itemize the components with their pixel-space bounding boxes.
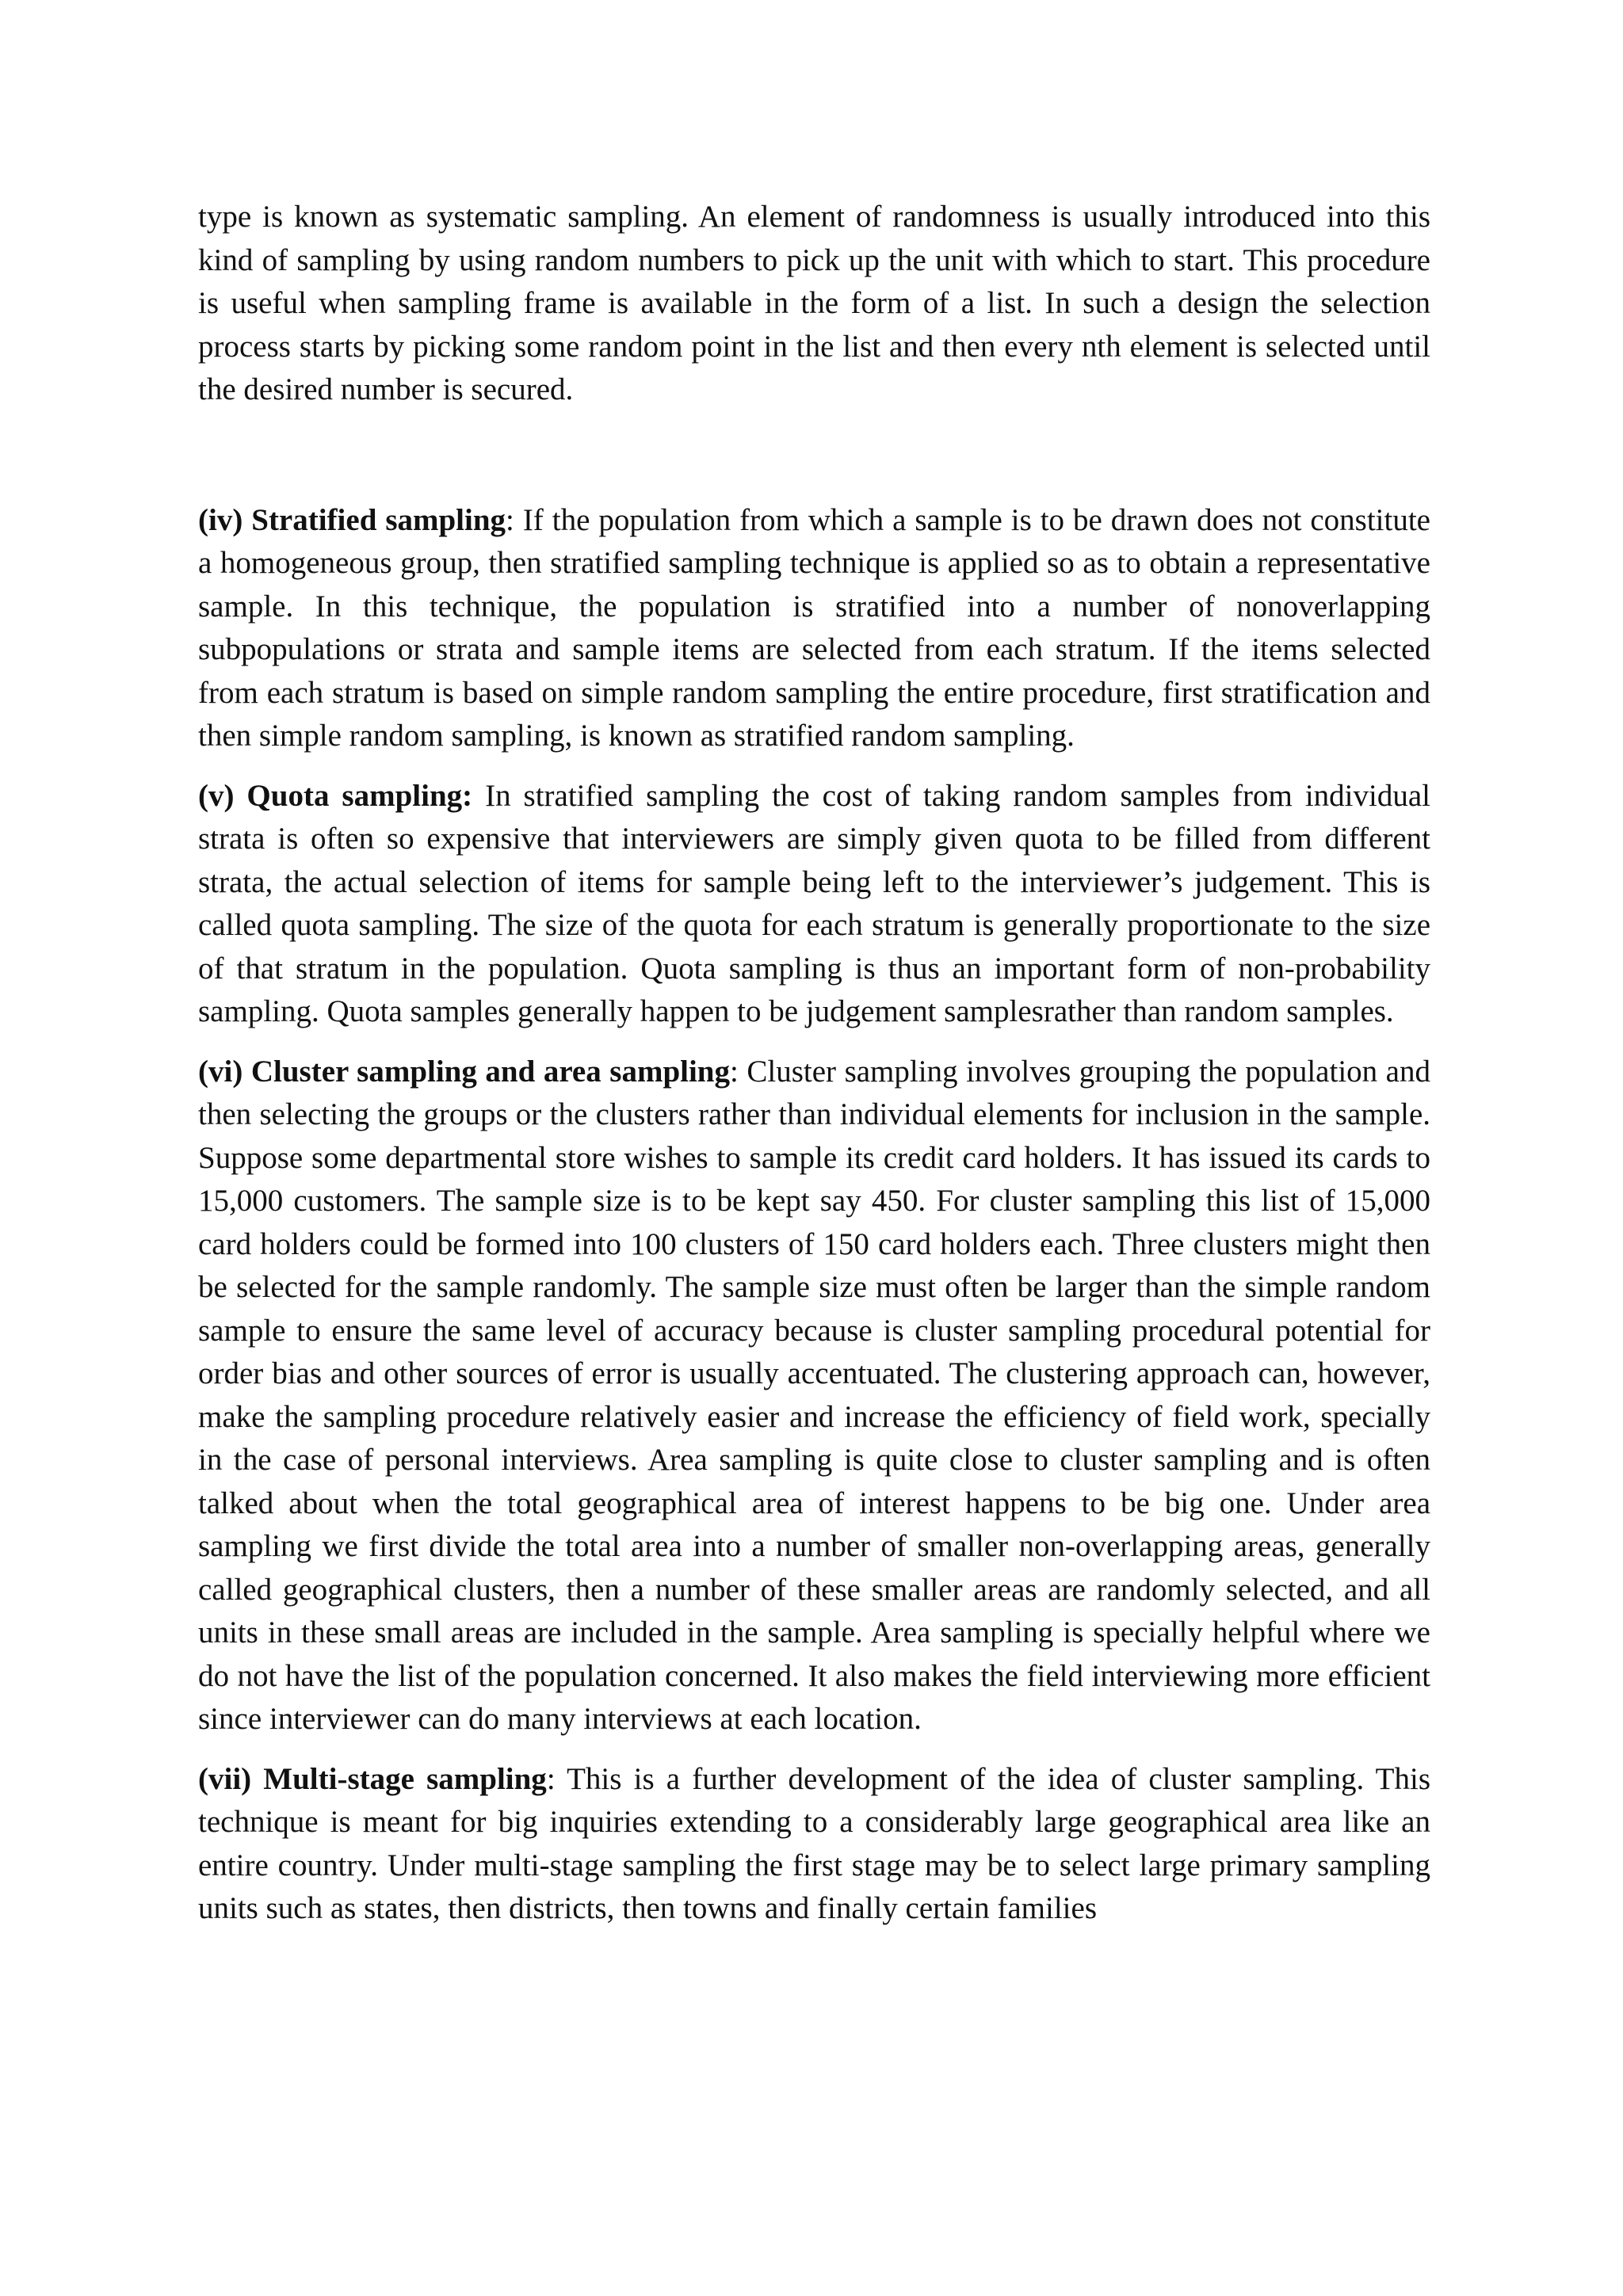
- paragraph-text: : If the population from which a sample is to be drawn does not constitute a homogeneous group, then stratified sampling technique is applied so as to obtain a representative sample. In this technique, the population is stratified into a number of nonoverlapping subpopulations or strata and sample items are selected from each stratum. If the items selected from each stratum is based on simple random sampling the entire procedure, first stratification and then simple random sampling, is known as stratified random sampling.: [198, 502, 1430, 753]
- paragraph-text: : Cluster sampling involves grouping the population and then selecting the groups or the clusters rather than individual elements for inclusion in the sample. Suppose some departmental store wishes to sample its credit card holders. It has issued its cards to 15,000 customers. The sample size is to be kept say 450. For cluster sampling this list of 15,000 card holders could be formed into 100 clusters of 150 card holders each. Three clusters might then be selected for the sample randomly. The sample size must often be larger than the simple random sample to ensure the same level of accuracy because is cluster sampling procedural potential for order bias and other sources of error is usually accentuated. The clustering approach can, however, make the sampling procedure relatively easier and increase the efficiency of field work, specially in the case of personal interviews. Area sampling is quite close to cluster sampling and is often talked about when the total geographical area of interest happens to be big one. Under area sampling we first divide the total area into a number of smaller non-overlapping areas, generally called geographical clusters, then a number of these smaller areas are randomly selected, and all units in these small areas are included in the sample. Area sampling is specially helpful where we do not have the list of the population concerned. It also makes the field interviewing more efficient since interviewer can do many interviews at each location.: [198, 1054, 1430, 1736]
- paragraph-text: In stratified sampling the cost of taking random samples from individual strata is often so expensive that interviewers are simply given quota to be filled from different strata, the actual selection of items for sample being left to the interviewer’s judgement. This is called quota sampling. The size of the quota for each stratum is generally proportionate to the size of that stratum in the population. Quota sampling is thus an important form of non-probability sampling. Quota samples generally happen to be judgement samplesrather than random samples.: [198, 778, 1430, 1028]
- section-heading-quota-sampling: (v) Quota sampling:: [198, 778, 473, 813]
- section-heading-cluster-area-sampling: (vi) Cluster sampling and area sampling: [198, 1054, 730, 1089]
- paragraph-stratified-sampling: [198, 499, 1430, 758]
- paragraph-systematic-sampling-continued: [198, 196, 1430, 412]
- section-heading-stratified-sampling: (iv) Stratified sampling: [198, 502, 506, 537]
- paragraph-text: : This is a further development of the idea of cluster sampling. This technique is meant for big inquiries extending to a considerably large geographical area like an entire country. Under multi-stage sampling the first stage may be to select large primary sampling units such as states, then districts, then towns and finally certain families: [198, 1761, 1430, 1925]
- paragraph-cluster-area-sampling: [198, 1051, 1430, 1741]
- paragraph-quota-sampling: [198, 775, 1430, 1034]
- section-heading-multi-stage-sampling: (vii) Multi-stage sampling: [198, 1761, 547, 1796]
- document-body: [198, 196, 1430, 1931]
- paragraph-text: type is known as systematic sampling. An element of randomness is usually introduced into this kind of sampling by using random numbers to pick up the unit with which to start. This procedure is useful when sampling frame is available in the form of a list. In such a design the selection process starts by picking some random point in the list and then every nth element is selected until the desired number is secured.: [198, 200, 1430, 406]
- paragraph-multi-stage-sampling: [198, 1758, 1430, 1931]
